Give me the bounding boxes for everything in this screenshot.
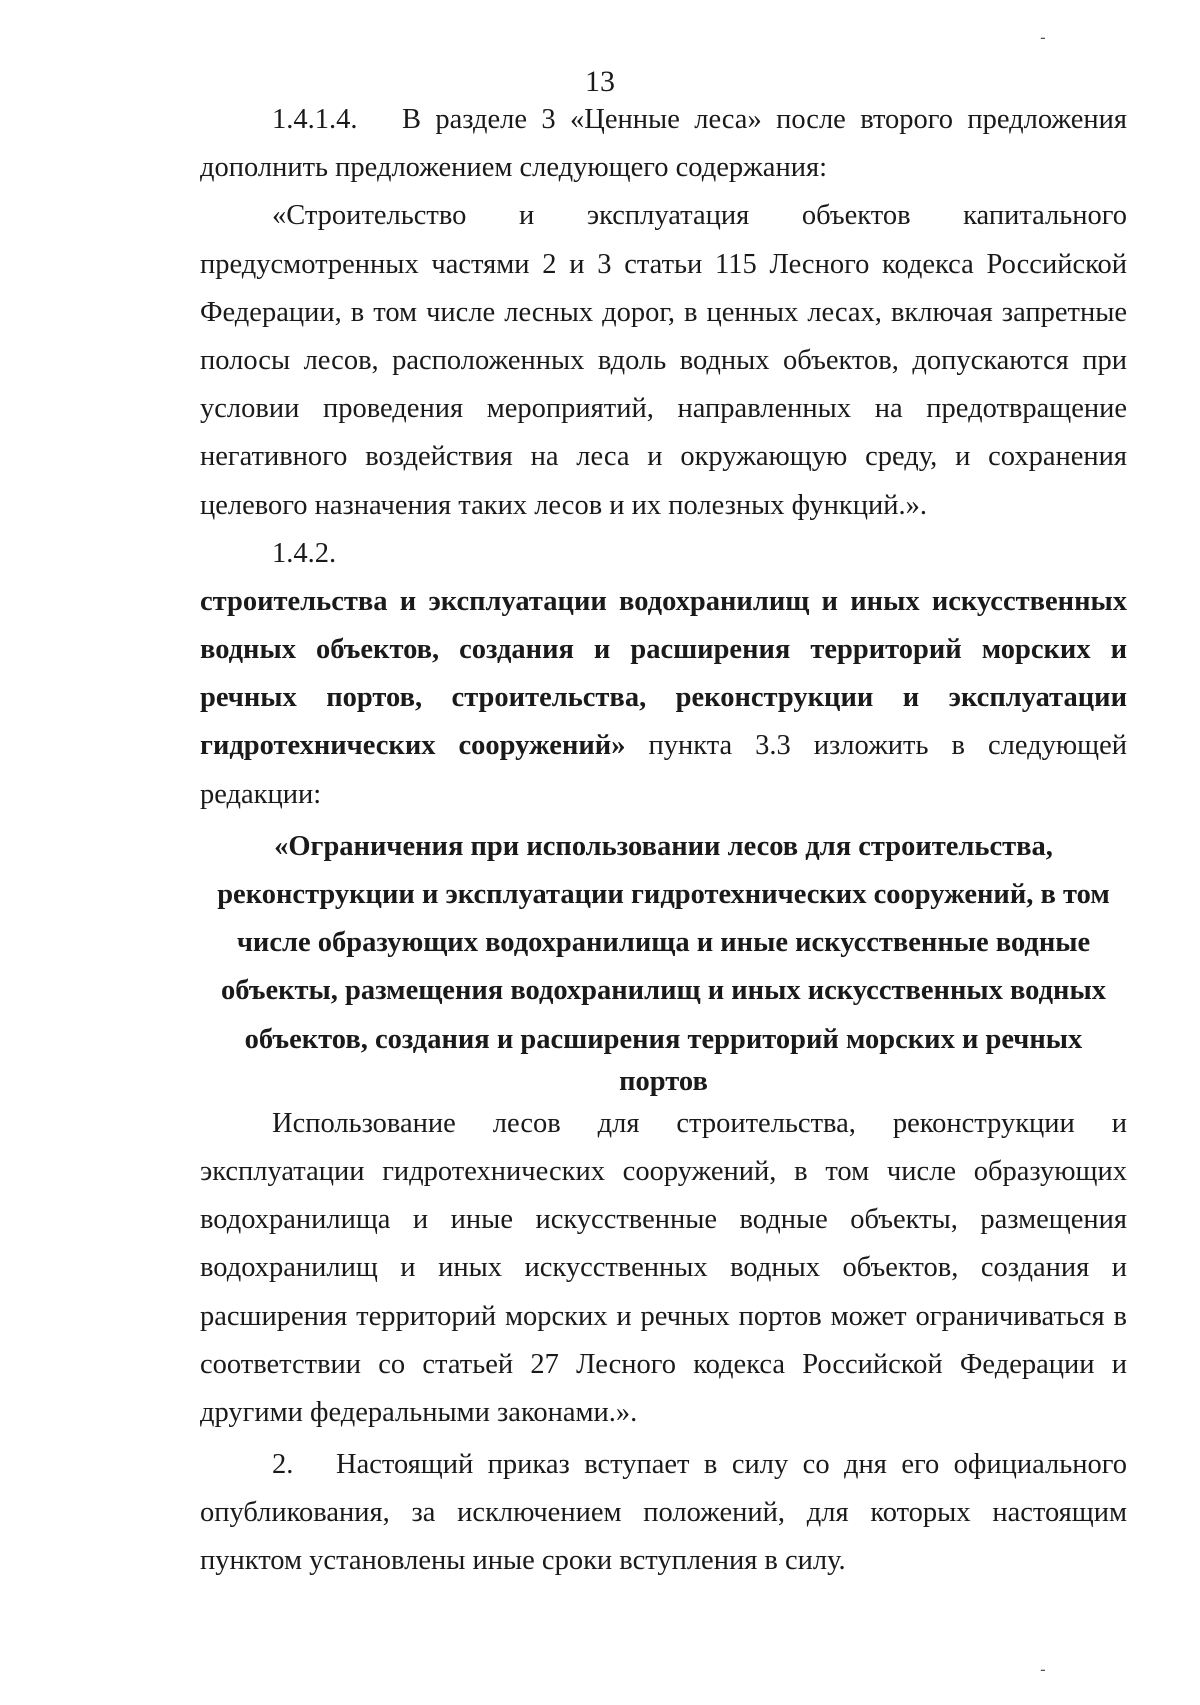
paragraph-line: предусмотренных частями 2 и 3 статьи 115 Лесного кодекса Российской [200, 248, 1127, 280]
scan-mark-top: ‐ [1040, 28, 1046, 47]
paragraph-1-4-1-4 [200, 96, 1127, 192]
paragraph-line: негативного воздействия на леса и окружающую среду, и сохранения [200, 441, 1127, 473]
paragraph-line: соответствии со статьей 27 Лесного кодекса Российской Федерации и [200, 1348, 1127, 1380]
paragraph-line: полосы лесов, расположенных вдоль водных объектов, допускаются при [200, 344, 1127, 376]
paragraph-line: редакции: [200, 778, 322, 810]
quoted-text-1 [200, 192, 1127, 529]
paragraph-line: эксплуатации гидротехнических сооружений, в том числе образующих [200, 1155, 1127, 1187]
section-body [200, 1100, 1127, 1437]
paragraph-text: Настоящий приказ вступает в силу со дня его официального [336, 1449, 1127, 1481]
paragraph-line [200, 530, 1127, 578]
paragraph-1-4-2 [200, 530, 1127, 819]
paragraph-line: Использование лесов для строительства, реконструкции и [272, 1107, 1127, 1139]
heading-line: реконструкции и эксплуатации гидротехнических сооружений, в том [217, 879, 1110, 910]
paragraph-line [200, 1441, 1127, 1489]
paragraph-line [200, 96, 1127, 144]
paragraph-line: целевого назначения таких лесов и их полезных функций.». [200, 489, 928, 521]
paragraph-line: другими федеральными законами.». [200, 1396, 638, 1428]
heading-line: «Ограничения при использовании лесов для строительства, [274, 830, 1053, 862]
paragraph-line: дополнить предложением следующего содержания: [200, 152, 827, 184]
heading-line: числе образующих водохранилища и иные искусственные водные [236, 927, 1091, 959]
item-number: 2. [272, 1449, 294, 1481]
paragraph-line [200, 722, 1127, 770]
paragraph-2 [200, 1441, 1127, 1586]
heading-line: портов [619, 1065, 708, 1097]
paragraph-line: пунктом установлены иные сроки вступления в силу. [200, 1545, 846, 1577]
section-heading [200, 823, 1127, 1100]
page-number: 13 [585, 65, 615, 98]
item-number: 1.4.1.4. [272, 104, 358, 135]
paragraph-text: пункта 3.3 изложить в следующей [648, 730, 1127, 762]
paragraph-line: строительства и эксплуатации водохранилищ и иных искусственных [200, 585, 1127, 617]
paragraph-line: водохранилищ и иных искусственных водных объектов, создания и [200, 1252, 1127, 1284]
section-title-text: гидротехнических сооружений» [200, 730, 626, 762]
document-body [200, 96, 1127, 1586]
heading-line: объекты, размещения водохранилищ и иных искусственных водных [221, 975, 1106, 1007]
paragraph-line: условии проведения мероприятий, направленных на предотвращение [200, 393, 1127, 425]
paragraph-line: водохранилища и иные искусственные водные объекты, размещения [200, 1204, 1127, 1236]
paragraph-line: опубликования, за исключением положений, для которых настоящим [200, 1497, 1127, 1529]
paragraph-line: водных объектов, создания и расширения территорий морских и [200, 634, 1127, 666]
heading-line: объектов, создания и расширения территорий морских и речных [244, 1023, 1083, 1055]
item-number: 1.4.2. [272, 537, 337, 569]
paragraph-line: расширения территорий морских и речных портов может ограничиваться в [200, 1300, 1127, 1332]
paragraph-text: В разделе 3 «Ценные леса» после второго предложения [402, 104, 1127, 135]
paragraph-line: «Строительство и эксплуатация объектов капитального [272, 200, 1127, 232]
paragraph-line: Федерации, в том числе лесных дорог, в ценных лесах, включая запретные [200, 296, 1127, 328]
scan-mark-bottom: ‐ [1040, 1660, 1046, 1679]
paragraph-line: речных портов, строительства, реконструкции и эксплуатации [200, 682, 1127, 714]
